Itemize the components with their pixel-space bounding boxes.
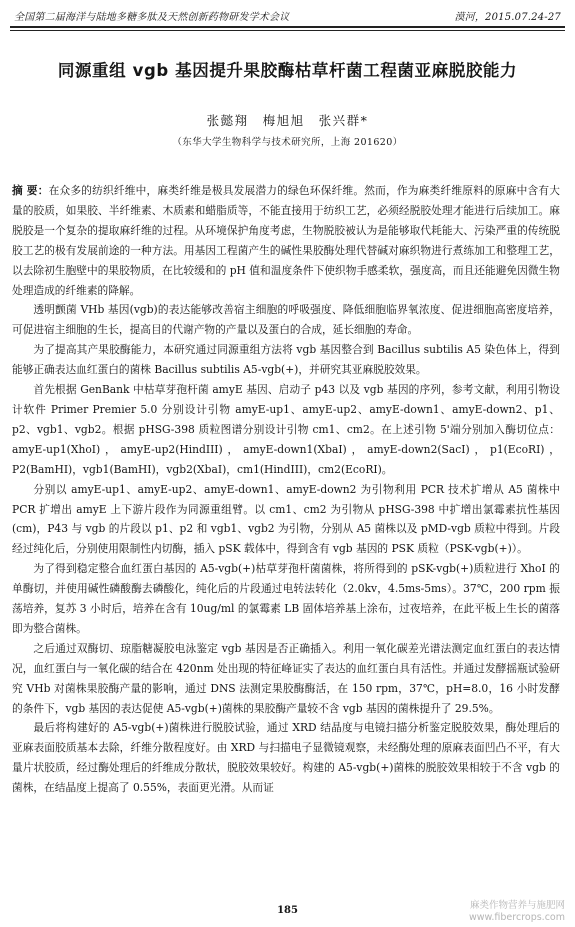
header-rule-thick — [10, 26, 565, 28]
paragraph-vgb-intro: 透明颤菌 VHb 基因(vgb)的表达能够改善宿主细胞的呼吸强度、降低细胞临界氧浓度、促进细胞高密度培养，可促进宿主细胞的生长，提高目的代谢产物的产量以及蛋白的合成，延长细胞的寿命。 — [12, 303, 560, 337]
conference-name: 全国第二届海洋与陆地多糖多肽及天然创新药物研发学术会议 — [14, 12, 290, 23]
watermark-line-2: www.fibercrops.com — [468, 912, 565, 923]
abstract-label: 摘 要： — [12, 184, 49, 197]
paragraph-verification: 之后通过双酶切、琼脂糖凝胶电泳鉴定 vgb 基因是否正确插入。利用一氧化碳差光谱法测定血红蛋白的表达情况，血红蛋白与一氧化碳的结合在 420nm 处出现的特征峰证实了表达的血红蛋白具有活性。并通过发酵摇瓶试验研究 VHb 对菌株果胶酶产量的影响，通过 DNS 法测定果胶酶酶活，在 150 rpm，37℃，pH=8.0，16 小时发酵的条件下，vgb 基因的表达促使 A5-vgb(+)菌株的果胶酶产量较不含 vgb 基因的菌株提升了 29.5%。 — [12, 641, 560, 715]
paragraph-transformation: 为了得到稳定整合血红蛋白基因的 A5-vgb(+)枯草芽孢杆菌菌株，将所得到的 pSK-vgb(+)质粒进行 XhoI 的单酶切，并使用碱性磷酸酶去磷酸化，纯化后的片段通过电转法转化（2.0kv，4.5ms-5ms）。37℃，200 rpm 振荡培养，复苏 3 小时后，培养在含有 10ug/ml 的氯霉素 LB 固体培养基上涂布，过夜培养，在此平板上生长的菌落即为整合菌株。 — [12, 562, 560, 635]
paragraph-objective: 为了提高其产果胶酶能力，本研究通过同源重组方法将 vgb 基因整合到 Bacillus subtilis A5 染色体上，得到能够正确表达血红蛋白的菌株 Bacillus subtilis A5-vgb(+)，并研究其亚麻脱胶效果。 — [12, 343, 560, 377]
paragraph-pcr-cloning: 分别以 amyE-up1、amyE-up2、amyE-down1、amyE-down2 为引物利用 PCR 技术扩增从 A5 菌株中 PCR 扩增出 amyE 上下游片段作为同源重组臂。以 cm1、cm2 为引物从 pHSG-398 中扩增出氯霉素抗性基因(cm)，P43 与 vgb 的片段以 p1、p2 和 vgb1、vgb2 为引物，分别从 A5 菌株以及 pMD-vgb 质粒中得到。片段经过纯化后，分别使用限制性内切酶，插入 pSK 载体中，得到含有 vgb 基因的 PSK 质粒（PSK-vgb(+)）。 — [12, 482, 560, 556]
abstract-text: 在众多的纺织纤维中，麻类纤维是极具发展潜力的绿色环保纤维。然而，作为麻类纤维原料的原麻中含有大量的胶质，如果胶、半纤维素、木质素和蜡脂质等，不能直接用于纺织工艺，必须经脱胶处理才能进行后续加工。麻脱胶是一个复杂的提取麻纤维的过程。从环境保护角度考虑，生物脱胶被认为是能够取代耗能大、污染严重的传统脱胶工艺的极有发展前途的一种方法。用基因工程菌产生的碱性果胶酶处理代替碱对麻织物进行煮练加工和整理工艺，以去除初生胞壁中的果胶物质，在比较缓和的 pH 值和温度条件下使织物手感柔软，强度高，而且还能避免因微生物处理造成的纤维素的降解。 — [12, 184, 560, 297]
paragraph-degumming: 最后将构建好的 A5-vgb(+)菌株进行脱胶试验，通过 XRD 结晶度与电镜扫描分析鉴定脱胶效果，酶处理后的亚麻表面胶质基本去除，纤维分散程度好。由 XRD 与扫描电子显微镜观察，未经酶处理的原麻表面凹凸不平，有大量片状胶质，经过酶处理后的纤维成分散状，脱胶效果较好。构建的 A5-vgb(+)菌株的脱胶效果相较于不含 vgb 的菌株，在结晶度上提高了 0.55%，表面更光滑。从而证 — [12, 721, 560, 795]
running-header — [14, 8, 561, 26]
paper-title: 同源重组 vgb 基因提升果胶酶枯草杆菌工程菌亚麻脱胶能力 — [57, 61, 518, 80]
author-list: 张懿翔 梅旭旭 张兴群* — [206, 113, 369, 128]
watermark — [469, 900, 565, 924]
body-text — [12, 181, 560, 798]
abstract-paragraph — [12, 181, 560, 300]
watermark-line-1: 麻类作物营养与施肥网 — [469, 900, 565, 911]
location-date: 漠河，2015.07.24-27 — [454, 12, 561, 23]
header-rule-thin — [10, 30, 565, 31]
affiliation: （东华大学生物科学与技术研究所，上海 201620） — [172, 137, 403, 148]
page-number: 185 — [277, 905, 298, 916]
paragraph-primer-design: 首先根据 GenBank 中枯草芽孢杆菌 amyE 基因、启动子 p43 以及 vgb 基因的序列，参考文献，利用引物设计软件 Primer Premier 5.0 分别设计引物 amyE-up1、amyE-up2、amyE-down1、amyE-down2、p1、p2、vgb1、vgb2。根据 pHSG-398 质粒图谱分别设计引物 cm1、cm2。在上述引物 5'端分别加入酶切位点：amyE-up1(XhoI)，amyE-up2(HindIII)，amyE-down1(XbaI)，amyE-down2(SacI)，p1(EcoRI)，P2(BamHI)，vgb1(BamHI)，vgb2(XbaI)，cm1(HindIII)，cm2(EcoRI)。 — [12, 383, 560, 476]
